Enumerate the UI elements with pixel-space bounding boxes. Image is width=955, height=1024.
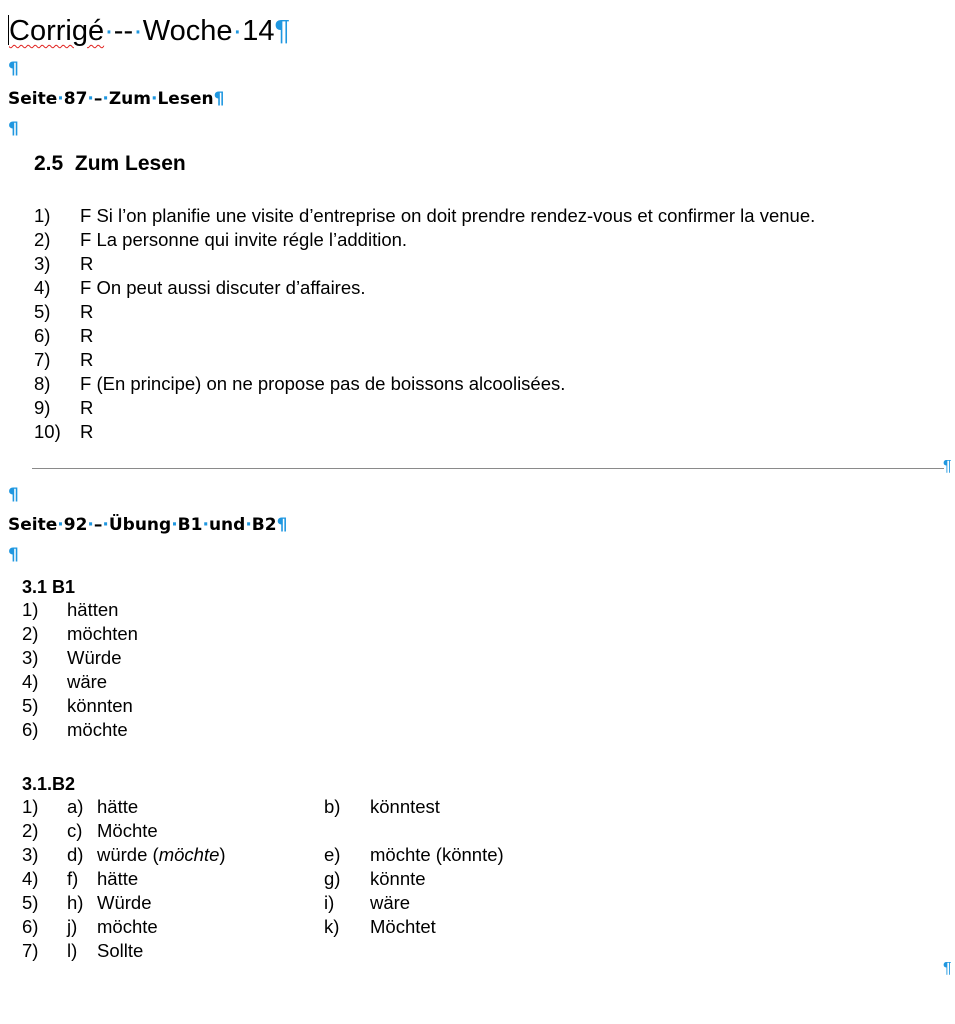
- list-item: 9) R: [34, 397, 94, 418]
- list-item: 6) möchte: [22, 719, 128, 740]
- list-item: 4) F On peut aussi discuter d’affaires.: [34, 277, 366, 298]
- heading-zum-lesen: 2.5 Zum Lesen: [34, 152, 186, 175]
- table-row: 4) f) hätte g) könnte: [22, 868, 426, 889]
- list-item: 3) Würde: [22, 647, 122, 668]
- end-paragraph-mark: ¶: [943, 960, 952, 977]
- list-item: 5) R: [34, 301, 94, 322]
- list-item: 1) F Si l’on planifie une visite d’entreprise on doit prendre rendez-vous et confirmer la venue.: [34, 205, 816, 226]
- empty-paragraph-mark: ¶: [8, 485, 19, 505]
- pilcrow-mark: ¶: [274, 15, 291, 47]
- list-item: 2) möchten: [22, 623, 138, 644]
- list-item: 10) R: [34, 421, 94, 442]
- title-woche: Woche: [142, 15, 233, 47]
- table-row: 2) c) Möchte: [22, 820, 158, 841]
- empty-paragraph-mark: ¶: [8, 59, 19, 79]
- b2-list: [22, 795, 504, 963]
- empty-paragraph-mark: ¶: [8, 545, 19, 565]
- section-header-seite-87[interactable]: Seite·87·–·Zum·Lesen¶: [8, 89, 225, 109]
- title-number: 14: [242, 15, 275, 47]
- list-item: 1) hätten: [22, 599, 119, 620]
- table-row: 5) h) Würde i) wäre: [22, 892, 411, 913]
- list-item: 2) F La personne qui invite régle l’addition.: [34, 229, 408, 250]
- table-row: 7) l) Sollte: [22, 940, 144, 961]
- empty-paragraph-mark: ¶: [8, 119, 19, 139]
- list-item: 6) R: [34, 325, 94, 346]
- list-item: 3) R: [34, 253, 94, 274]
- title-word: Corrigé: [9, 15, 105, 47]
- heading-b1: 3.1 B1: [22, 577, 76, 597]
- list-item: 7) R: [34, 349, 94, 370]
- horizontal-rule: [32, 468, 944, 469]
- list-item: 8) F (En principe) on ne propose pas de boissons alcoolisées.: [34, 373, 566, 394]
- table-row: 6) j) möchte k) Möchtet: [22, 916, 436, 937]
- list-item: 5) könnten: [22, 695, 133, 716]
- b1-list: [22, 598, 138, 742]
- document-title[interactable]: Corrigé·--·Woche·14¶: [9, 15, 291, 47]
- table-row: 3) d) würde (möchte) e) möchte (könnte): [22, 844, 504, 865]
- heading-b2: 3.1.B2: [22, 774, 76, 794]
- rule-paragraph-mark: ¶: [943, 458, 952, 475]
- zum-lesen-list: [34, 204, 815, 444]
- table-row: 1) a) hätte b) könntest: [22, 796, 440, 817]
- section-header-seite-92[interactable]: Seite·92·–·Übung·B1·und·B2¶: [8, 515, 288, 535]
- list-item: 4) wäre: [22, 671, 108, 692]
